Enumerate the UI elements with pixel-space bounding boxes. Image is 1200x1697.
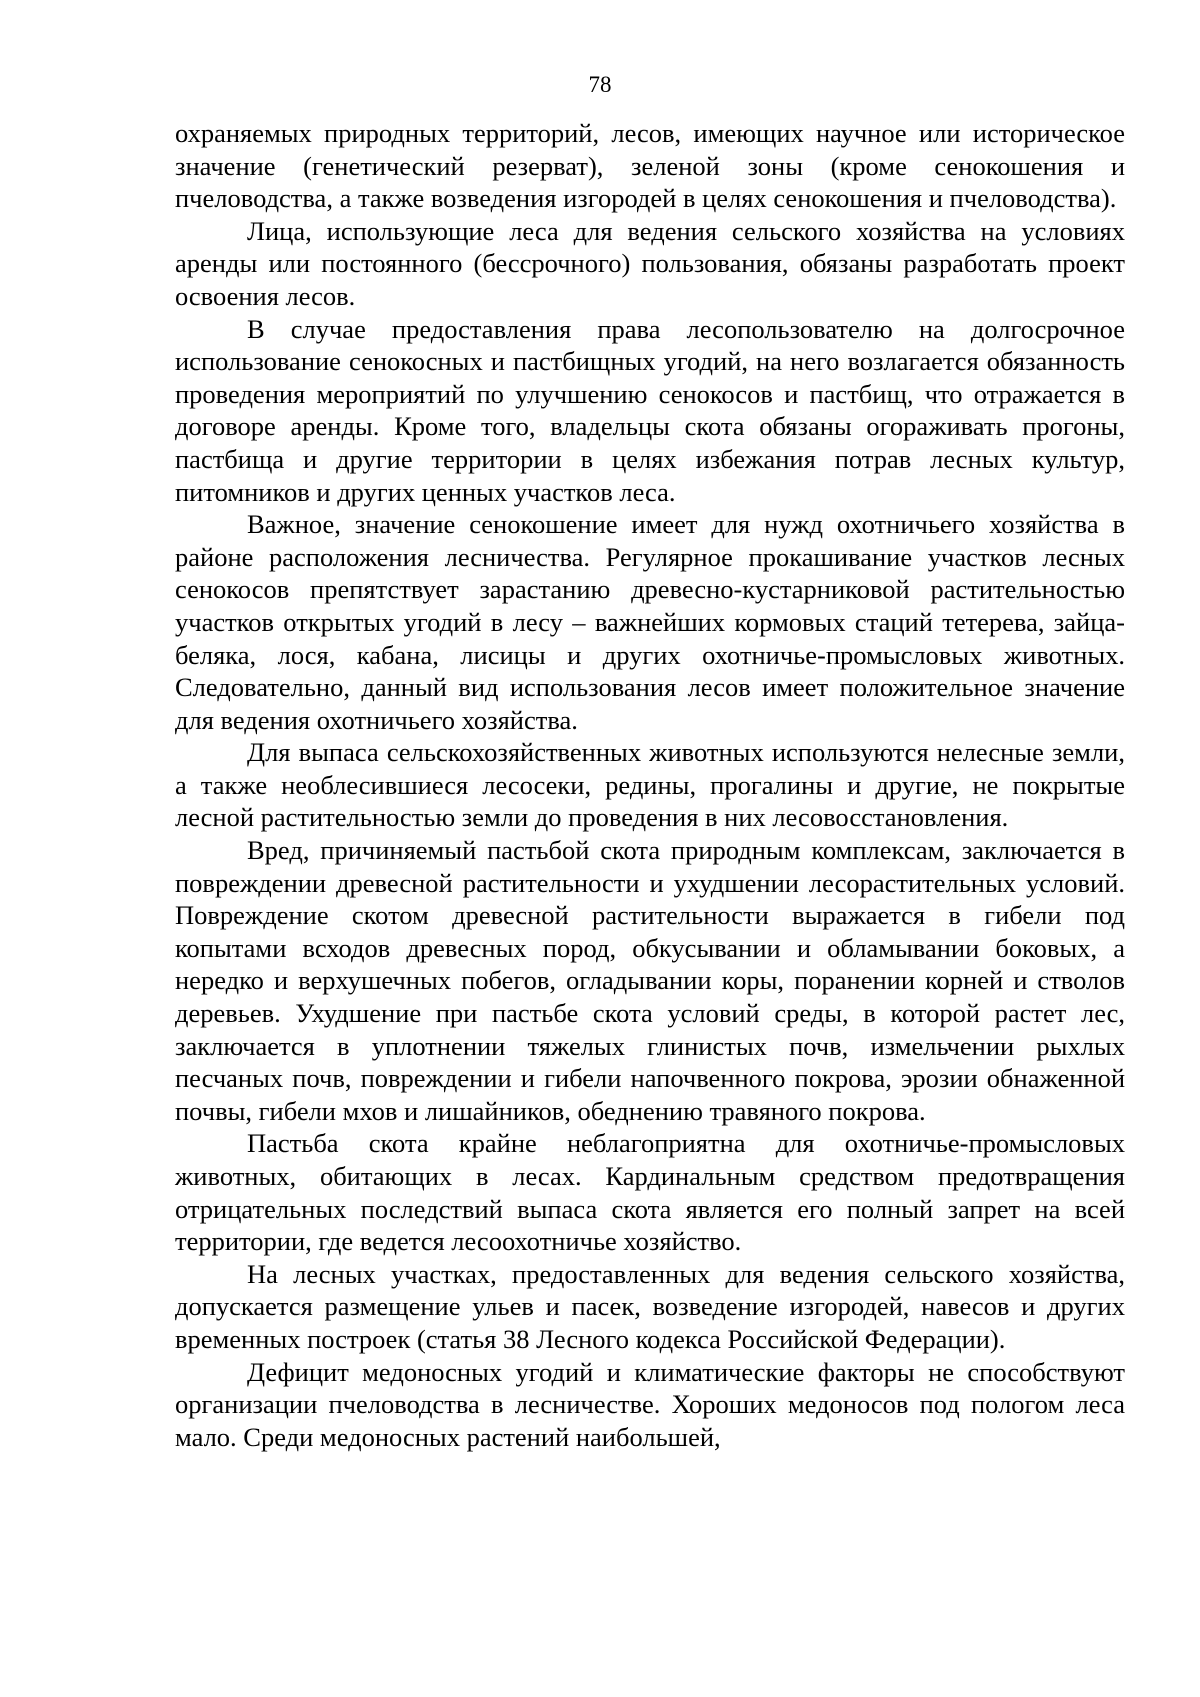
paragraph-1: охраняемых природных территорий, лесов, имеющих научное или историческое значение (генетический резерват), зеленой зоны (кроме сенокошения и пчеловодства, а также возведения изгородей в целях сенокошения и пчеловодства). [175, 118, 1125, 214]
paragraph-9: Дефицит медоносных угодий и климатические факторы не способствуют организации пчеловодства в лесничестве. Хороших медоносов под пологом леса мало. Среди медоносных растений наибольшей, [175, 1356, 1125, 1452]
paragraph-7: Пастьба скота крайне неблагоприятна для охотничье-промысловых животных, обитающих в лесах. Кардинальным средством предотвращения отрицательных последствий выпаса скота является его полный запрет на всей территории, где ведется лесоохотничье хозяйство. [175, 1128, 1125, 1257]
paragraph-4: Важное, значение сенокошение имеет для нужд охотничьего хозяйства в районе расположения лесничества. Регулярное прокашивание участков лесных сенокосов препятствует зарастанию древесно-кустарниковой растительностью участков открытых угодий в лесу – важнейших кормовых стаций тетерева, зайца-беляка, лося, кабана, лисицы и других охотничье-промысловых животных. Следовательно, данный вид использования лесов имеет положительное значение для ведения охотничьего хозяйства. [175, 509, 1125, 735]
paragraph-3: В случае предоставления права лесопользователю на долгосрочное использование сенокосных и пастбищных угодий, на него возлагается обязанность проведения мероприятий по улучшению сенокосов и пастбищ, что отражается в договоре аренды. Кроме того, владельцы скота обязаны огораживать прогоны, пастбища и другие территории в целях избежания потрав лесных культур, питомников и других ценных участков леса. [175, 313, 1125, 507]
paragraph-5: Для выпаса сельскохозяйственных животных используются нелесные земли, а также необлесившиеся лесосеки, редины, прогалины и другие, не покрытые лесной растительностью земли до проведения в них лесовосстановления. [175, 737, 1125, 833]
paragraph-6: Вред, причиняемый пастьбой скота природным комплексам, заключается в повреждении древесной растительности и ухудшении лесорастительных условий. Повреждение скотом древесной растительности выражается в гибели под копытами всходов древесных пород, обкусывании и обламывании боковых, а нередко и верхушечных побегов, огладывании коры, поранении корней и стволов деревьев. Ухудшение при пастьбе скота условий среды, в которой растет лес, заключается в уплотнении тяжелых глинистых почв, измельчении рыхлых песчаных почв, повреждении и гибели напочвенного покрова, эрозии обнаженной почвы, гибели мхов и лишайников, обеднению травяного покрова. [175, 835, 1125, 1126]
paragraph-8: На лесных участках, предоставленных для ведения сельского хозяйства, допускается размещение ульев и пасек, возведение изгородей, навесов и других временных построек (статья 38 Лесного кодекса Российской Федерации). [175, 1258, 1125, 1354]
paragraph-2: Лица, использующие леса для ведения сельского хозяйства на условиях аренды или постоянного (бессрочного) пользования, обязаны разработать проект освоения лесов. [175, 215, 1125, 311]
body-text [175, 117, 1125, 1453]
page-number: 78 [588, 72, 612, 97]
